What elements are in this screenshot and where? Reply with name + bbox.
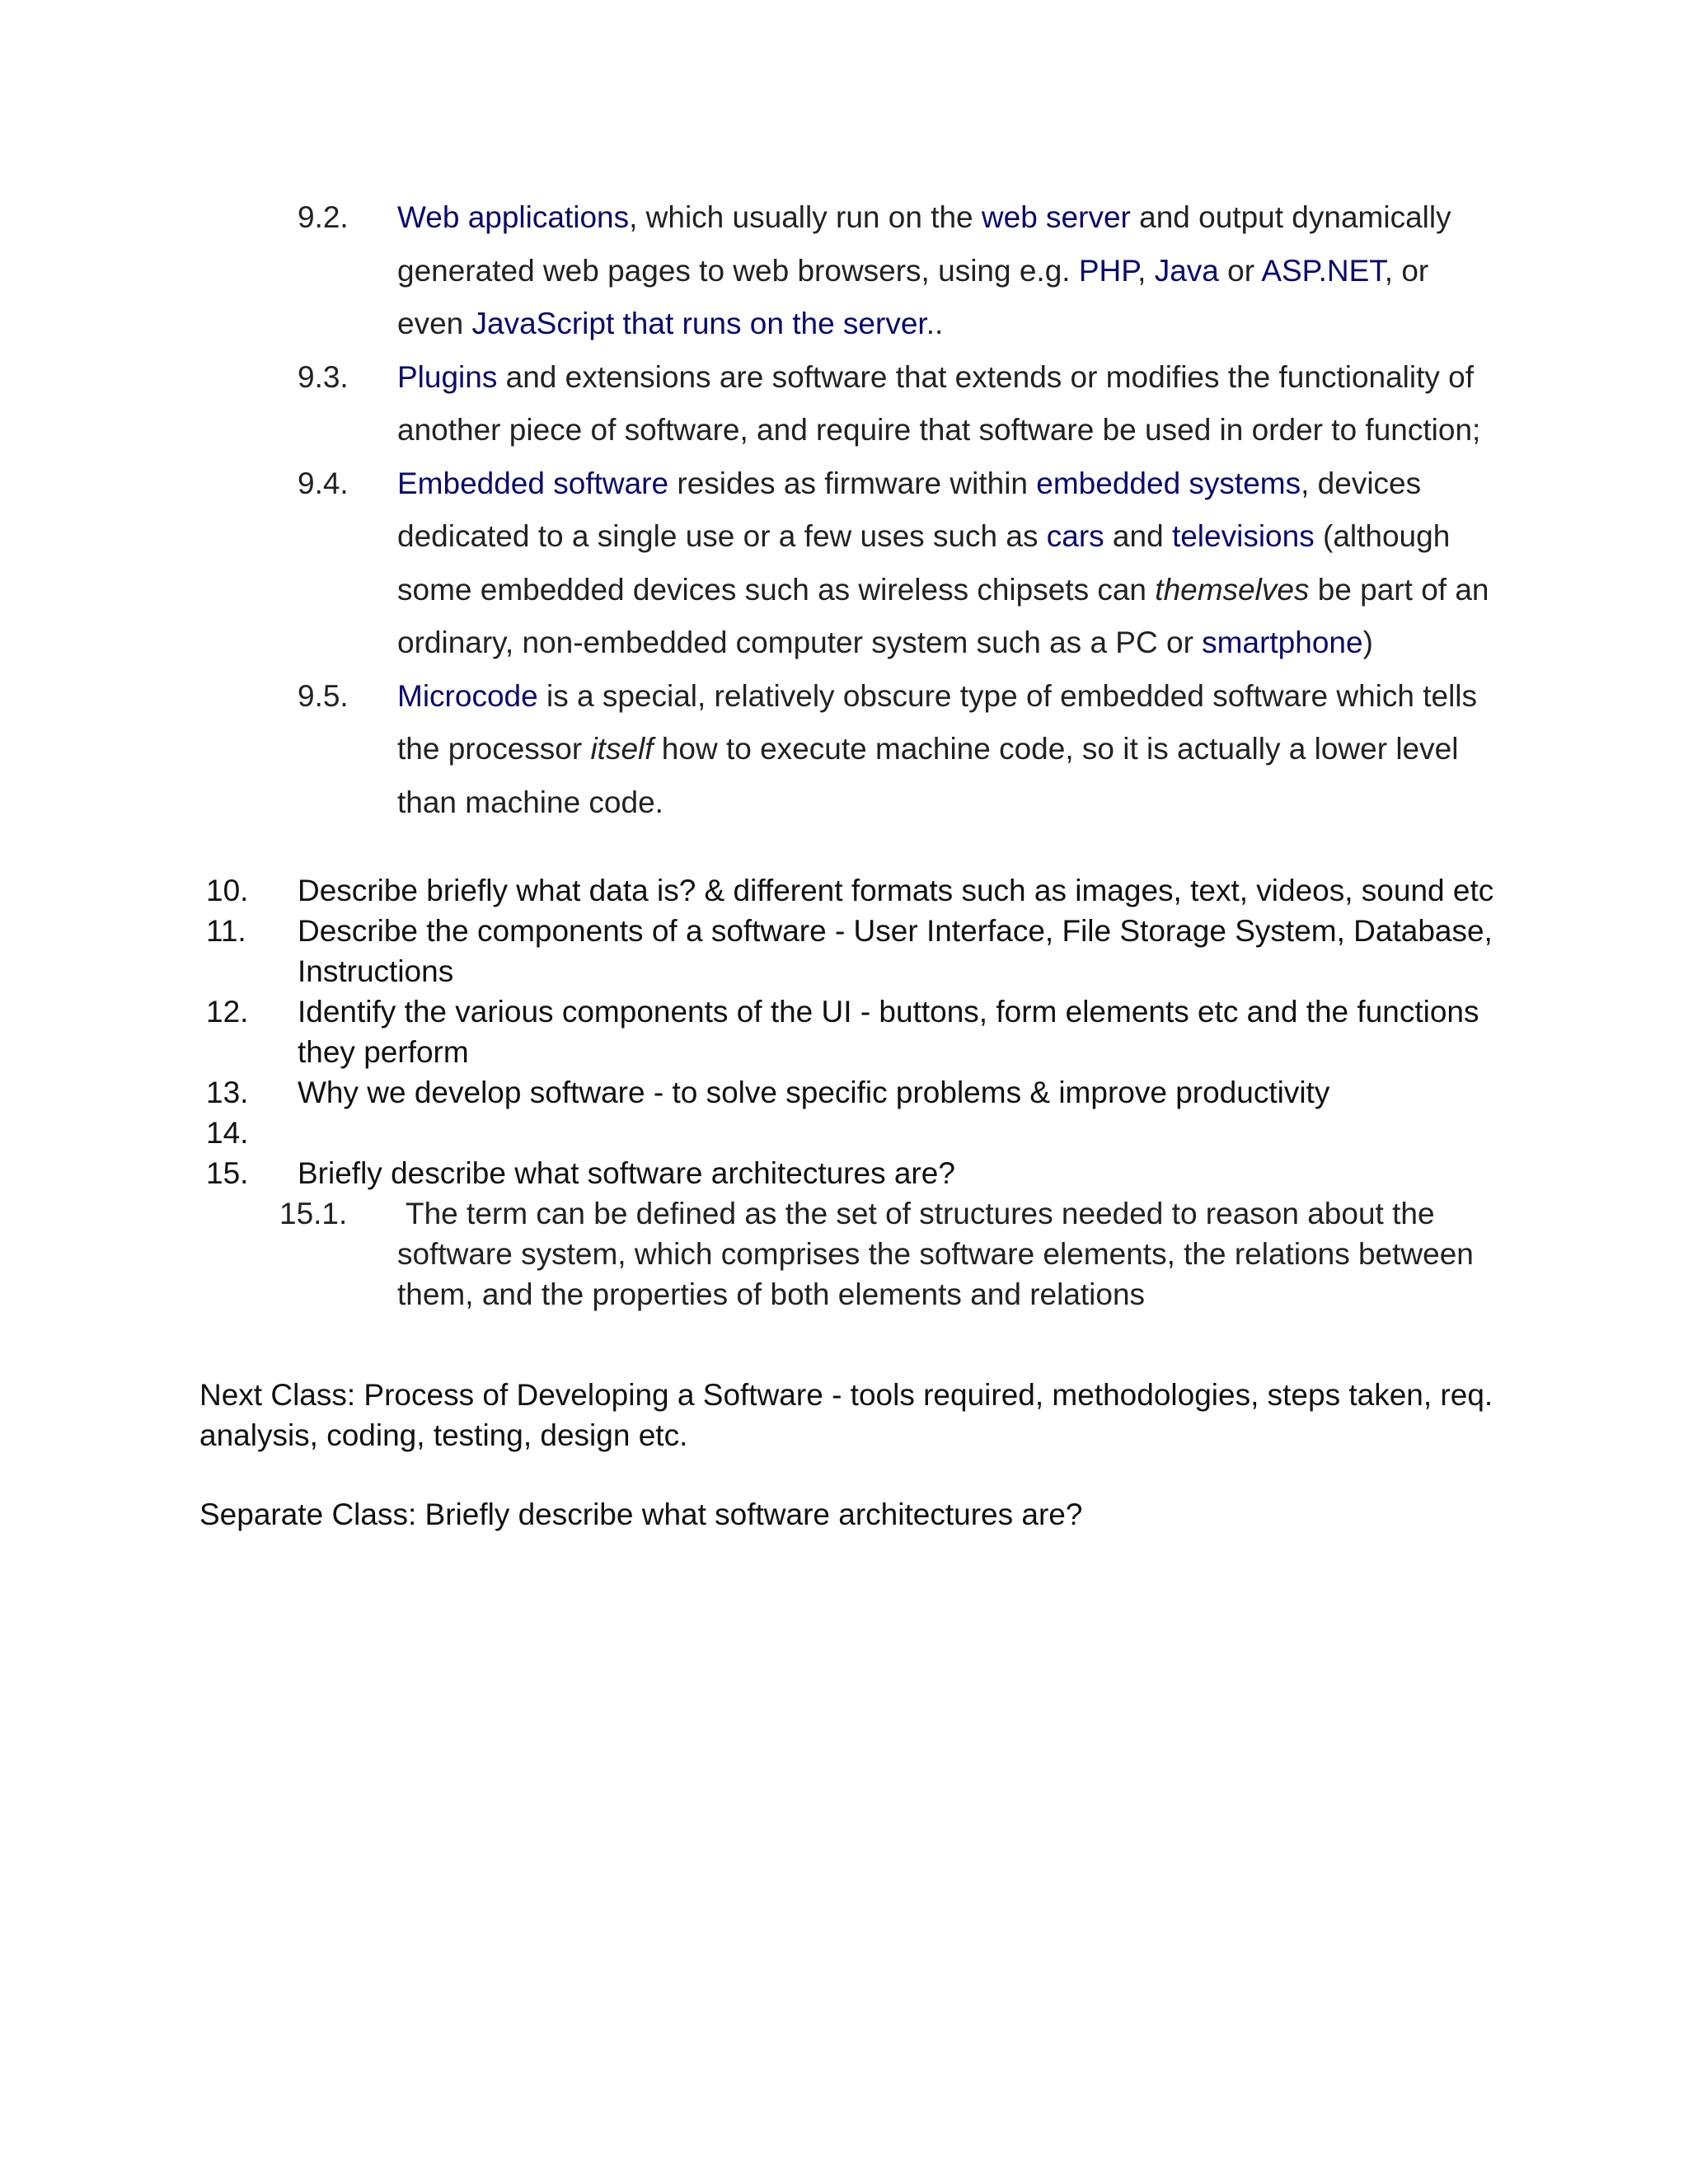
hyperlink[interactable]: JavaScript that runs on the server <box>471 307 926 340</box>
list-number: 12. <box>206 995 249 1029</box>
hyperlink[interactable]: smartphone <box>1202 626 1363 659</box>
emphasis-text: itself <box>590 732 654 766</box>
hyperlink[interactable]: televisions <box>1171 519 1315 553</box>
list-item <box>0 1072 1688 1113</box>
text-run: how to execute machine code, so it is actually a lower level than machine code. <box>397 732 1459 819</box>
list-item-text <box>397 670 1493 830</box>
list-number: 10. <box>206 874 249 907</box>
nested-list-item <box>0 1193 1688 1315</box>
list-item-text: The term can be defined as the set of structures needed to reason about the software system, which comprises the software elements, the relations between them, and the properties of both elements and relations <box>397 1197 1474 1311</box>
list-number: 15.1. <box>279 1197 348 1230</box>
hyperlink[interactable]: Java <box>1154 253 1219 288</box>
text-run: , devices dedicated to a single use or a few uses such as <box>397 466 1422 553</box>
hyperlink[interactable]: cars <box>1046 519 1104 553</box>
text-run: and output dynamically generated web pages to web browsers, using e.g. <box>397 200 1451 288</box>
list-item <box>0 191 1688 351</box>
next-class-note: Next Class: Process of Developing a Software - tools required, methodologies, steps taken, req. analysis, coding, testing, design etc. <box>199 1378 1493 1452</box>
text-run: (although some embedded devices such as wireless chipsets can <box>397 519 1451 607</box>
text-run: is a special, relatively obscure type of embedded software which tells the processor <box>397 678 1478 766</box>
hyperlink[interactable]: Embedded software <box>397 466 669 500</box>
text-run: and <box>1104 519 1172 553</box>
list-number: 11. <box>206 914 246 948</box>
list-item <box>0 670 1688 830</box>
list-item <box>0 991 1688 1072</box>
list-number: 9.5. <box>298 678 349 713</box>
list-item <box>0 351 1688 457</box>
list-number: 9.2. <box>298 200 349 234</box>
list-item <box>0 1153 1688 1193</box>
text-run: , which usually run on the <box>629 200 982 234</box>
list-item-text <box>397 351 1493 457</box>
list-item-text <box>397 457 1493 670</box>
list-item-text: Describe the components of a software - User Interface, File Storage System, Database, Instructions <box>298 914 1493 988</box>
list-item-text: Why we develop software - to solve specific problems & improve productivity <box>298 1076 1330 1109</box>
text-run: be part of an ordinary, non-embedded computer system such as a PC or <box>397 572 1489 659</box>
hyperlink[interactable]: web server <box>981 200 1131 234</box>
list-item <box>0 870 1688 911</box>
list-item <box>0 911 1688 991</box>
list-item-empty <box>0 1113 1688 1153</box>
hyperlink[interactable]: ASP.NET <box>1261 253 1385 288</box>
text-run: and extensions are software that extends or modifies the functionality of another piece of software, and require that software be used in order to function; <box>397 359 1481 447</box>
list-item-text <box>298 1113 1501 1153</box>
list-number: 13. <box>206 1076 249 1109</box>
list-item-text <box>397 191 1493 351</box>
text-run: , <box>1137 253 1155 288</box>
list-number: 15. <box>206 1156 249 1190</box>
text-run: ) <box>1362 626 1373 659</box>
hyperlink[interactable]: Web applications <box>397 200 630 234</box>
text-run: , or even <box>397 253 1429 340</box>
list-item-text: Briefly describe what software architectures are? <box>298 1156 955 1190</box>
list-item-text: Describe briefly what data is? & different formats such as images, text, videos, sound etc <box>298 874 1494 907</box>
hyperlink[interactable]: Plugins <box>397 359 498 394</box>
software-types-sublist <box>0 191 1688 829</box>
list-item-text: Identify the various components of the UI - buttons, form elements etc and the functions they perform <box>298 995 1479 1069</box>
hyperlink[interactable]: embedded systems <box>1036 466 1301 500</box>
topics-list <box>0 870 1688 1315</box>
list-number: 9.4. <box>298 466 349 500</box>
list-number: 14. <box>206 1116 249 1150</box>
text-run: resides as firmware within <box>668 466 1037 500</box>
list-item <box>0 457 1688 670</box>
hyperlink[interactable]: Microcode <box>397 678 538 713</box>
text-run: .. <box>926 307 944 340</box>
emphasis-text: themselves <box>1155 572 1310 607</box>
text-run: or <box>1218 253 1262 288</box>
hyperlink[interactable]: PHP <box>1078 253 1138 288</box>
separate-class-note: Separate Class: Briefly describe what software architectures are? <box>199 1497 1083 1531</box>
list-number: 9.3. <box>298 359 349 394</box>
